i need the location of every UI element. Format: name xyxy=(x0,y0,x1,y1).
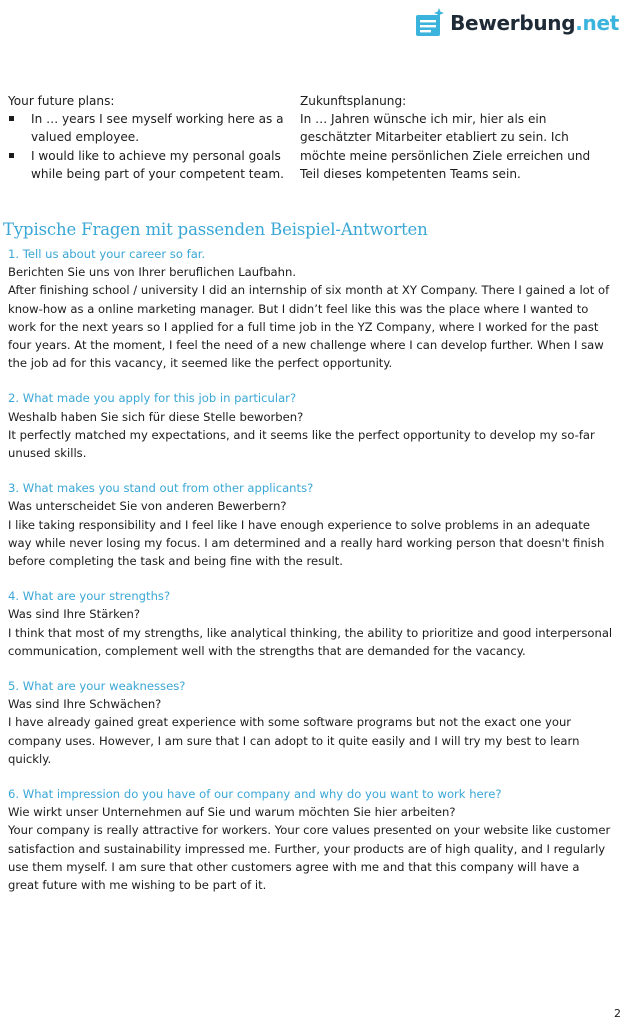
answer-text: It perfectly matched my expectations, and it seems like the perfect opportunity to develop my so-far unused skills. xyxy=(8,427,595,461)
question-german: Was sind Ihre Stärken? xyxy=(8,607,141,622)
future-plans-block xyxy=(8,92,613,183)
future-plans-item: I would like to achieve my personal goals while being part of your competent team. xyxy=(8,147,300,183)
qa-item xyxy=(8,389,613,462)
brand-logo xyxy=(415,6,619,40)
question-english: 5. What are your weaknesses? xyxy=(8,679,186,694)
question-english: 6. What impression do you have of our company and why do you want to work here? xyxy=(8,787,502,802)
question-english: 2. What made you apply for this job in particular? xyxy=(8,391,297,406)
qa-item xyxy=(8,785,613,894)
question-english: 1. Tell us about your career so far. xyxy=(8,247,206,261)
question-german: Was unterscheidet Sie von anderen Bewerbern? xyxy=(8,499,287,514)
future-plans-item: In … years I see myself working here as a valued employee. xyxy=(8,110,300,146)
question-german: Weshalb haben Sie sich für diese Stelle beworben? xyxy=(8,409,304,424)
future-plans-heading-en: Your future plans: xyxy=(8,94,115,108)
question-english: 4. What are your strengths? xyxy=(8,589,171,604)
qa-item xyxy=(8,677,613,768)
question-german: Was sind Ihre Schwächen? xyxy=(8,697,162,712)
future-plans-german xyxy=(300,92,600,183)
answer-text: Your company is really attractive for workers. Your core values presented on your website like customer satisfaction and sustainability impressed me. Further, your products are of high quality, and I regularly use them myself. I am sure that other customers agree with me and that this company will have a great future with me wishing to be part of it. xyxy=(8,823,611,893)
qa-item xyxy=(8,587,613,660)
document-star-icon xyxy=(415,8,445,38)
future-plans-heading-de: Zukunftsplanung: xyxy=(300,94,407,108)
section-title: Typische Fragen mit passenden Beispiel-Antworten xyxy=(3,220,428,239)
page-number: 2 xyxy=(614,1007,621,1020)
question-german: Wie wirkt unser Unternehmen auf Sie und warum möchten Sie hier arbeiten? xyxy=(8,805,456,820)
question-german: Berichten Sie uns von Ihrer beruflichen Laufbahn. xyxy=(8,265,297,280)
qa-list xyxy=(8,245,613,911)
qa-item xyxy=(8,479,613,570)
future-plans-list xyxy=(8,110,300,183)
answer-text: I like taking responsibility and I feel like I have enough experience to solve problems in an adequate way while never losing my focus. I am determined and a really hard working person that doesn't finish before completing the task and being fine with the result. xyxy=(8,517,605,569)
question-english: 3. What makes you stand out from other applicants? xyxy=(8,481,314,496)
answer-text: I have already gained great experience with some software programs but not the exact one your company uses. However, I am sure that I can adopt to it quite easily and I will try my best to learn quickly. xyxy=(8,715,580,766)
future-plans-english xyxy=(8,92,300,183)
future-plans-text-de: In … Jahren wünsche ich mir, hier als ein geschätzter Mitarbeiter etabliert zu sein. Ich möchte meine persönlichen Ziele erreichen und Teil dieses kompetenten Teams sein. xyxy=(300,112,591,181)
qa-item xyxy=(8,245,613,372)
answer-text: I think that most of my strengths, like analytical thinking, the ability to prioritize and good interpersonal communication, complement well with the strengths that are demanded for the vacancy. xyxy=(8,625,613,658)
logo-wordmark: Bewerbung.net xyxy=(450,11,619,35)
answer-text: After finishing school / university I did an internship of six month at XY Company. There I gained a lot of know-how as a online marketing manager. But I didn’t feel like this was the place where I wanted to work for the next years so I applied for a full time job in the YZ Company, where I worked for the past four years. At the moment, I feel the need of a new challenge where I can develop further. When I saw the job ad for this vacancy, it seemed like the perfect opportunity. xyxy=(8,283,610,371)
